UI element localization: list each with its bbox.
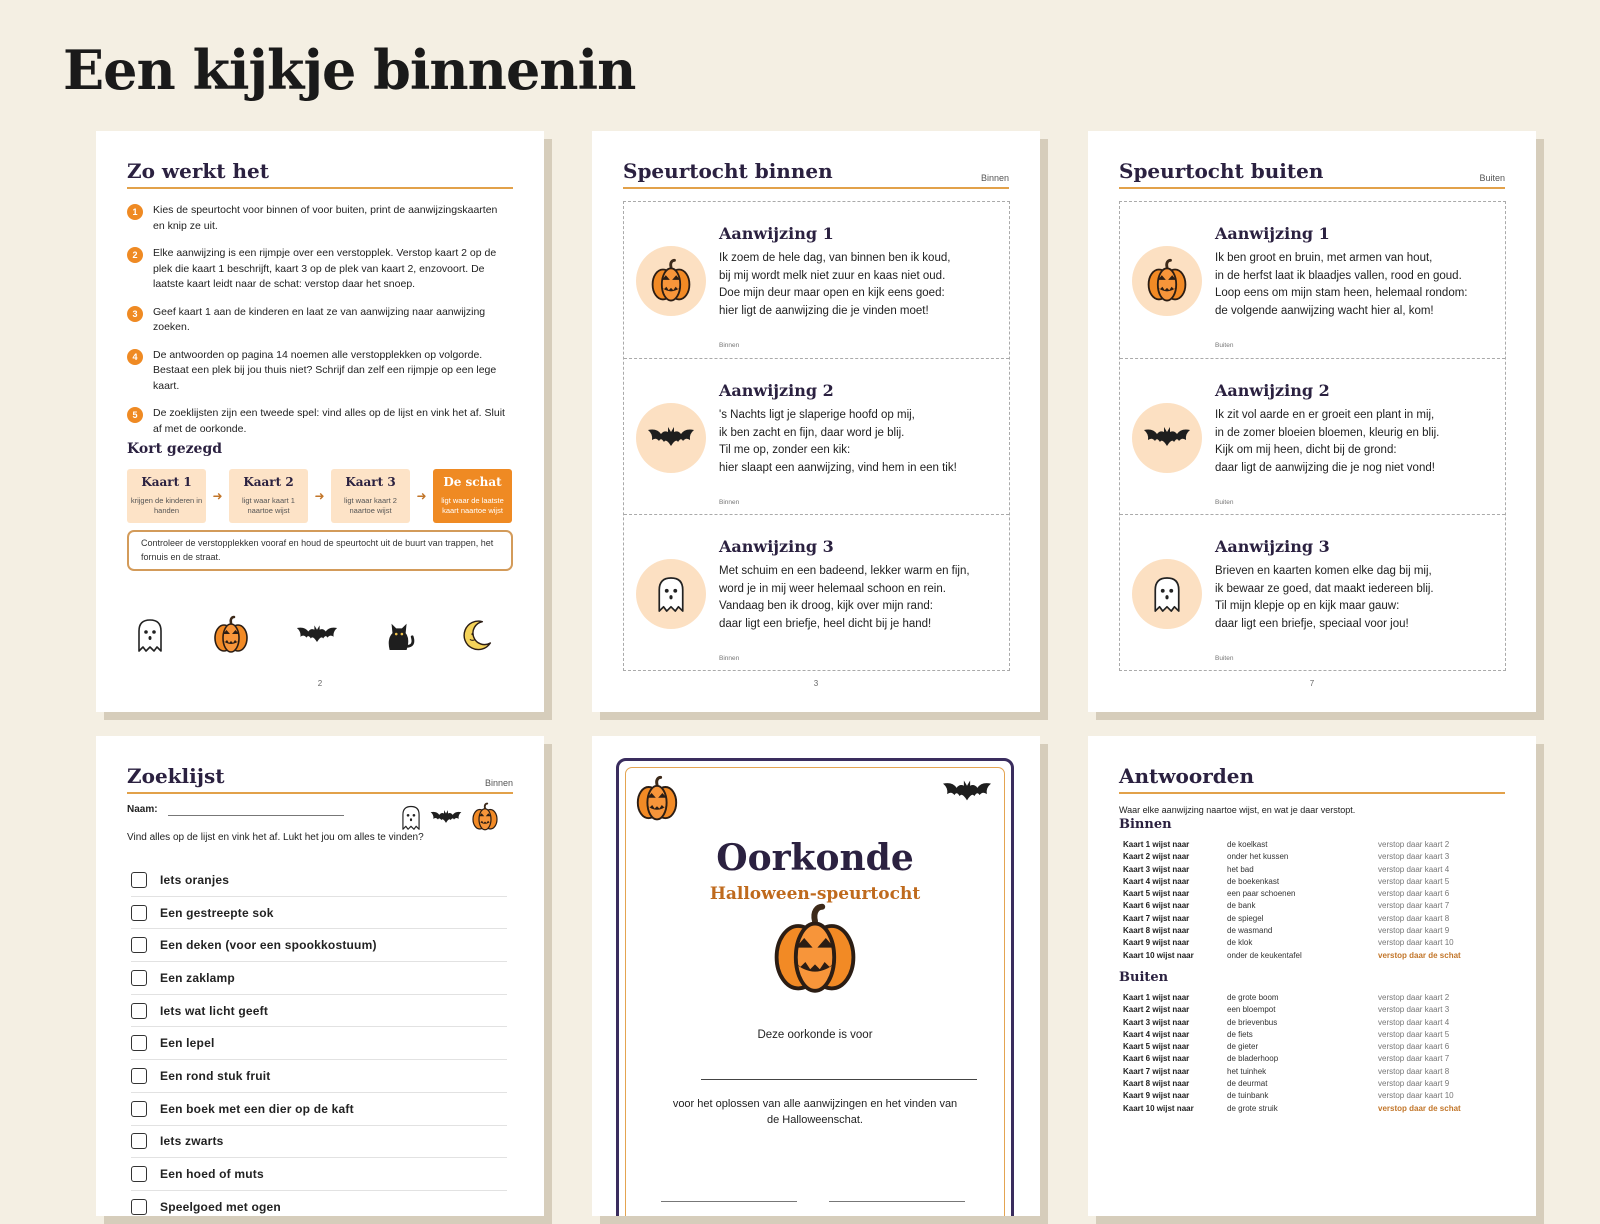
checklist-item-label: Een gestreepte sok	[160, 905, 274, 920]
answer-location: de tuinbank	[1227, 1091, 1269, 1101]
cat-icon	[384, 617, 416, 653]
answer-card-label: Kaart 7 wijst naar	[1123, 1066, 1190, 1076]
clue-card	[1120, 514, 1505, 671]
checklist-item-label: Een zaklamp	[160, 970, 235, 985]
page-tag: Buiten	[1479, 173, 1505, 183]
answer-row	[1123, 913, 1483, 925]
answer-hide-instruction: verstop daar kaart 7	[1378, 1054, 1450, 1064]
page-number: 2	[317, 679, 323, 688]
page-title: Speurtocht binnen	[623, 159, 833, 183]
checklist-item-label: Een rond stuk fruit	[160, 1068, 271, 1083]
clue-card	[624, 202, 1009, 358]
name-label: Naam:	[127, 804, 158, 815]
clue-text	[719, 563, 1001, 633]
answer-row	[1123, 900, 1483, 912]
answer-hide-instruction: verstop daar kaart 7	[1378, 901, 1450, 911]
clue-line: Til mijn klepje op en kijk maar gauw:	[1215, 600, 1400, 612]
answer-hide-instruction: verstop daar kaart 3	[1378, 1005, 1450, 1015]
checkbox[interactable]	[131, 1035, 147, 1051]
clue-line: ik ben zacht en fijn, daar word je blij.	[719, 426, 905, 439]
answer-hide-instruction: verstop daar kaart 4	[1378, 1017, 1450, 1027]
page-certificate	[592, 736, 1040, 1216]
page-title: Speurtocht buiten	[1119, 159, 1324, 183]
page-number: 7	[1309, 679, 1315, 688]
answer-location: de fiets	[1227, 1029, 1253, 1039]
answer-row	[1123, 1090, 1483, 1102]
page-outdoor-hunt	[1088, 131, 1536, 712]
certificate-for-label: Deze oorkonde is voor	[757, 1029, 873, 1041]
ghost-icon	[655, 574, 687, 614]
answer-row	[1123, 1066, 1483, 1078]
answer-location: onder de keukentafel	[1227, 950, 1302, 960]
clue-title: Aanwijzing 1	[1215, 224, 1330, 243]
answers-intro: Waar elke aanwijzing naartoe wijst, en wat je daar verstopt.	[1119, 805, 1356, 815]
checklist-item	[131, 864, 507, 897]
clue-line: Met schuim en een badeend, lekker warm en fijn,	[719, 565, 970, 577]
ghost-icon	[135, 617, 165, 653]
answer-card-label: Kaart 9 wijst naar	[1123, 1091, 1190, 1101]
checkbox[interactable]	[131, 970, 147, 986]
answer-location: de boekenkast	[1227, 876, 1280, 886]
clue-line: in de zomer bloeien bloemen, kleurig en blij.	[1215, 426, 1440, 439]
recipient-line	[701, 1079, 977, 1080]
answer-location: de gieter	[1227, 1042, 1259, 1052]
checkbox[interactable]	[131, 1068, 147, 1084]
answer-row	[1123, 1029, 1483, 1041]
safety-note: Controleer de verstopplekken vooraf en houd de speurtocht uit de buurt van trappen, het fornuis en de straat.	[127, 530, 513, 571]
clue-line: Ik zit vol aarde en er groeit een plant in mij,	[1215, 409, 1435, 421]
page-how-it-works	[96, 131, 544, 712]
answer-row	[1123, 925, 1483, 937]
checklist-item-label: Iets oranjes	[160, 872, 230, 887]
checklist-item	[131, 1027, 507, 1060]
checklist-item-label: Een boek met een dier op de kaft	[160, 1101, 354, 1116]
clue-line: Doe mijn deur maar open en kijk eens goed:	[719, 287, 945, 299]
answer-location: de brievenbus	[1227, 1017, 1278, 1027]
clue-title: Aanwijzing 2	[1215, 381, 1330, 400]
checklist-item-label: Speelgoed met ogen	[160, 1199, 281, 1214]
answer-card-label: Kaart 6 wijst naar	[1123, 901, 1190, 911]
pumpkin-icon	[1144, 258, 1190, 304]
answer-hide-instruction: verstop daar kaart 2	[1378, 993, 1450, 1002]
step-number: 3	[127, 306, 143, 322]
page-title: Zoeklijst	[127, 764, 225, 788]
answer-hide-instruction: verstop daar kaart 3	[1378, 852, 1450, 862]
answer-location: de klok	[1227, 938, 1253, 948]
answer-row	[1123, 876, 1483, 888]
arrow-icon: ➜	[212, 489, 223, 503]
checklist-item-label: Iets wat licht geeft	[160, 1003, 269, 1018]
title-rule	[127, 187, 513, 189]
flow-box	[229, 469, 308, 523]
clue-card	[1120, 202, 1505, 358]
answer-card-label: Kaart 2 wijst naar	[1123, 1005, 1190, 1015]
checklist-item	[131, 1060, 507, 1093]
answer-card-label: Kaart 5 wijst naar	[1123, 1042, 1190, 1052]
answer-card-label: Kaart 10 wijst naar	[1123, 1103, 1194, 1113]
answer-location: het tuinhek	[1227, 1066, 1267, 1076]
card-tag: Buiten	[1215, 499, 1234, 506]
bat-icon	[296, 622, 338, 648]
step-number: 5	[127, 407, 143, 423]
flow-box-desc: ligt waar kaart 2 naartoe wijst	[344, 496, 397, 515]
clue-line: hier slaapt een aanwijzing, vind hem in een tik!	[719, 461, 957, 474]
icon-circle	[1132, 246, 1202, 316]
clue-line: ik bewaar ze goed, dat maakt iedereen blij.	[1215, 582, 1434, 595]
answer-location: het bad	[1227, 864, 1254, 874]
answer-card-label: Kaart 3 wijst naar	[1123, 1017, 1190, 1027]
page-indoor-hunt	[592, 131, 1040, 712]
answer-row	[1123, 950, 1483, 962]
answer-location: de bladerhoop	[1227, 1054, 1279, 1064]
answer-location: de koelkast	[1227, 840, 1268, 849]
moon-icon	[461, 616, 493, 654]
step	[127, 348, 507, 395]
answer-row	[1123, 1053, 1483, 1065]
answer-card-label: Kaart 7 wijst naar	[1123, 913, 1190, 923]
bat-icon	[647, 424, 695, 452]
icons-row	[135, 615, 493, 655]
checkbox[interactable]	[131, 872, 147, 888]
checkbox[interactable]	[131, 1101, 147, 1117]
clue-line: Til me op, zonder een kik:	[719, 444, 851, 456]
clue-line: daar ligt de aanwijzing die je nog niet vond!	[1215, 461, 1435, 474]
flow-box	[331, 469, 410, 523]
icon-circle	[1132, 559, 1202, 629]
answer-row	[1123, 1078, 1483, 1090]
checklist-item	[131, 1191, 507, 1216]
answer-hide-instruction: verstop daar kaart 2	[1378, 840, 1450, 849]
answer-row	[1123, 1103, 1483, 1115]
checklist-item	[131, 1093, 507, 1126]
clue-line: de volgende aanwijzing wacht hier al, kom!	[1215, 304, 1434, 317]
answer-hide-instruction: verstop daar kaart 6	[1378, 889, 1450, 899]
step	[127, 246, 507, 293]
answer-location: de grote struik	[1227, 1103, 1278, 1113]
page-answers	[1088, 736, 1536, 1216]
clue-text	[1215, 250, 1497, 320]
bat-icon	[1143, 424, 1191, 452]
answer-hide-instruction: verstop daar kaart 9	[1378, 926, 1450, 936]
clue-title: Aanwijzing 3	[1215, 537, 1330, 556]
answer-card-label: Kaart 8 wijst naar	[1123, 926, 1190, 936]
answer-row	[1123, 937, 1483, 949]
flow-box	[127, 469, 206, 523]
checklist-icons	[400, 802, 500, 832]
checklist-item-label: Een lepel	[160, 1036, 215, 1051]
checkbox[interactable]	[131, 937, 147, 953]
answer-hide-instruction: verstop daar kaart 8	[1378, 1066, 1450, 1076]
clue-line: bij mij wordt melk niet zuur en kaas niet oud.	[719, 269, 946, 282]
ghost-icon	[400, 804, 422, 831]
step-text: Geef kaart 1 aan de kinderen en laat ze van aanwijzing naar aanwijzing zoeken.	[153, 305, 486, 333]
clue-cards	[1119, 201, 1506, 671]
flow-box-desc: krijgen de kinderen in handen	[130, 496, 203, 515]
clue-line: Ik zoem de hele dag, van binnen ben ik koud,	[719, 252, 951, 264]
certificate-subtitle: Halloween-speurtocht	[709, 884, 921, 904]
answer-row	[1123, 1017, 1483, 1029]
step-text: Kies de speurtocht voor binnen of voor buiten, print de aanwijzingskaarten en knip ze uit.	[153, 204, 498, 232]
checklist-item-label: Een hoed of muts	[160, 1167, 264, 1182]
card-tag: Binnen	[719, 499, 740, 506]
certificate-title: Oorkonde	[716, 837, 914, 879]
icon-circle	[636, 403, 706, 473]
flow-box-desc: ligt waar kaart 1 naartoe wijst	[242, 496, 295, 515]
clue-cards	[623, 201, 1010, 671]
page-tag: Binnen	[980, 173, 1009, 183]
checklist-item	[131, 995, 507, 1028]
name-line	[168, 815, 344, 816]
page-checklist	[96, 736, 544, 1216]
title-rule	[623, 187, 1009, 189]
step	[127, 203, 507, 234]
icon-circle	[1132, 403, 1202, 473]
answer-hide-instruction: verstop daar kaart 5	[1378, 876, 1450, 886]
clue-text	[719, 250, 1001, 320]
answer-hide-instruction: verstop daar de schat	[1378, 1103, 1461, 1113]
bat-icon	[430, 808, 462, 827]
clue-line: Brieven en kaarten komen elke dag bij mij,	[1215, 565, 1432, 577]
card-tag: Buiten	[1215, 655, 1234, 662]
flow-box-title: Kaart 1	[141, 475, 192, 489]
page-title: Antwoorden	[1119, 764, 1254, 788]
answers-table	[1123, 992, 1483, 1115]
answer-row	[1123, 851, 1483, 863]
answer-row	[1123, 888, 1483, 900]
answer-card-label: Kaart 8 wijst naar	[1123, 1079, 1190, 1089]
step-text: De zoeklijsten zijn een tweede spel: vind alles op de lijst en vink het af. Sluit af met de oorkonde.	[153, 407, 505, 435]
checklist-item	[131, 929, 507, 962]
flow-diagram	[127, 469, 513, 523]
answer-hide-instruction: verstop daar kaart 8	[1378, 913, 1450, 923]
step-number: 2	[127, 247, 143, 263]
checkbox[interactable]	[131, 1133, 147, 1149]
icon-circle	[636, 559, 706, 629]
bat-icon	[942, 777, 992, 807]
answer-card-label: Kaart 1 wijst naar	[1123, 840, 1190, 849]
answers-table	[1123, 839, 1483, 962]
checklist-item	[131, 962, 507, 995]
checkbox[interactable]	[131, 1166, 147, 1182]
step-number: 4	[127, 349, 143, 365]
clue-line: Loop eens om mijn stam heen, helemaal rondom:	[1215, 287, 1468, 299]
answer-hide-instruction: verstop daar kaart 6	[1378, 1042, 1450, 1052]
answer-card-label: Kaart 5 wijst naar	[1123, 889, 1190, 899]
clue-line: 's Nachts ligt je slaperige hoofd op mij,	[719, 409, 915, 421]
clue-line: Kijk om mij heen, dicht bij de grond:	[1215, 444, 1397, 456]
clue-line: word je in mij weer helemaal schoon en rein.	[719, 582, 946, 595]
checklist	[131, 864, 507, 1216]
clue-card	[624, 358, 1009, 515]
title-rule	[1119, 792, 1505, 794]
clue-card	[624, 514, 1009, 671]
checkbox[interactable]	[131, 1003, 147, 1019]
answer-hide-instruction: verstop daar kaart 10	[1378, 938, 1454, 948]
answer-card-label: Kaart 4 wijst naar	[1123, 876, 1190, 886]
clue-line: daar ligt een briefje, heel dicht bij je hand!	[719, 617, 932, 630]
flow-box-treasure	[433, 469, 512, 523]
card-tag: Binnen	[719, 655, 740, 662]
answer-location: de grote boom	[1227, 993, 1279, 1002]
clue-card	[1120, 358, 1505, 515]
clue-title: Aanwijzing 3	[719, 537, 834, 556]
checklist-item-label: Een deken (voor een spookkostuum)	[160, 938, 377, 953]
pumpkin-icon	[470, 802, 500, 832]
ghost-icon	[1151, 574, 1183, 614]
pumpkin-icon	[648, 258, 694, 304]
flow-box-title: De schat	[443, 475, 502, 489]
step	[127, 305, 507, 336]
step	[127, 406, 507, 437]
answer-hide-instruction: verstop daar de schat	[1378, 950, 1461, 960]
clue-line: Ik ben groot en bruin, met armen van hout,	[1215, 252, 1433, 264]
clue-line: daar ligt een briefje, speciaal voor jou!	[1215, 617, 1409, 630]
answer-hide-instruction: verstop daar kaart 4	[1378, 864, 1450, 874]
answer-location: de bank	[1227, 901, 1256, 911]
answer-location: de spiegel	[1227, 913, 1264, 923]
date-line	[829, 1201, 965, 1202]
clue-line: Vandaag ben ik droog, kijk over mijn rand:	[719, 600, 933, 612]
answer-location: een bloempot	[1227, 1005, 1276, 1015]
arrow-icon: ➜	[416, 489, 427, 503]
signature-line	[661, 1201, 797, 1202]
main-title: Een kijkje binnenin	[63, 38, 636, 102]
checkbox[interactable]	[131, 1199, 147, 1215]
pumpkin-icon	[767, 902, 863, 998]
flow-box-title: Kaart 3	[345, 475, 396, 489]
clue-text	[1215, 407, 1497, 477]
answer-card-label: Kaart 10 wijst naar	[1123, 950, 1194, 960]
pumpkin-icon	[633, 775, 681, 823]
clue-line: in de herfst laat ik blaadjes vallen, rood en goud.	[1215, 269, 1462, 282]
icon-circle	[636, 246, 706, 316]
page-number: 3	[813, 679, 819, 688]
certificate-frame	[616, 758, 1014, 1216]
answer-location: een paar schoenen	[1227, 889, 1296, 899]
answer-row	[1123, 1004, 1483, 1016]
section-heading: Buiten	[1119, 970, 1169, 985]
clue-title: Aanwijzing 1	[719, 224, 834, 243]
clue-title: Aanwijzing 2	[719, 381, 834, 400]
answer-hide-instruction: verstop daar kaart 10	[1378, 1091, 1454, 1101]
answer-hide-instruction: verstop daar kaart 9	[1378, 1079, 1450, 1089]
answer-card-label: Kaart 2 wijst naar	[1123, 852, 1190, 862]
flow-box-title: Kaart 2	[243, 475, 294, 489]
step-text: De antwoorden op pagina 14 noemen alle verstopplekken op volgorde. Bestaat een plek bij jou thuis niet? Schrijf dan zelf een rijmpje op een lege kaart.	[153, 348, 497, 392]
flow-box-desc: ligt waar de laatste kaart naartoe wijst	[441, 496, 504, 515]
summary-title: Kort gezegd	[127, 441, 223, 457]
answer-location: onder het kussen	[1227, 852, 1289, 862]
answer-row	[1123, 992, 1483, 1004]
answer-card-label: Kaart 9 wijst naar	[1123, 938, 1190, 948]
clue-line: hier ligt de aanwijzing die je vinden moet!	[719, 304, 929, 317]
arrow-icon: ➜	[314, 489, 325, 503]
section-heading: Binnen	[1119, 817, 1172, 832]
checkbox[interactable]	[131, 905, 147, 921]
clue-text	[1215, 563, 1497, 633]
answer-row	[1123, 864, 1483, 876]
answer-location: de deurmat	[1227, 1079, 1268, 1089]
steps-list	[127, 203, 507, 449]
title-rule	[127, 792, 513, 794]
checklist-item	[131, 1158, 507, 1191]
pumpkin-icon	[211, 615, 251, 655]
answer-row	[1123, 839, 1483, 851]
step-number: 1	[127, 204, 143, 220]
title-rule	[1119, 187, 1505, 189]
answer-row	[1123, 1041, 1483, 1053]
certificate-description: voor het oplossen van alle aanwijzingen en het vinden van de Halloweenschat.	[672, 1098, 958, 1126]
card-tag: Binnen	[719, 342, 740, 349]
answer-card-label: Kaart 1 wijst naar	[1123, 993, 1190, 1002]
card-tag: Buiten	[1215, 342, 1234, 349]
answer-location: de wasmand	[1227, 926, 1273, 936]
checklist-intro: Vind alles op de lijst en vink het af. Lukt het jou om alles te vinden?	[127, 832, 424, 843]
answer-card-label: Kaart 4 wijst naar	[1123, 1029, 1190, 1039]
checklist-item	[131, 897, 507, 930]
checklist-item	[131, 1126, 507, 1159]
answer-hide-instruction: verstop daar kaart 5	[1378, 1029, 1450, 1039]
clue-text	[719, 407, 1001, 477]
answer-card-label: Kaart 3 wijst naar	[1123, 864, 1190, 874]
checklist-item-label: Iets zwarts	[160, 1134, 224, 1149]
page-title: Zo werkt het	[127, 159, 269, 183]
page-tag: Binnen	[484, 778, 513, 788]
answer-card-label: Kaart 6 wijst naar	[1123, 1054, 1190, 1064]
step-text: Elke aanwijzing is een rijmpje over een verstopplek. Verstop kaart 2 op de plek die kaart 1 beschrijft, kaart 3 op de plek van kaart 2, enzovoort. De laatste kaart leidt naar de schat: verstop daar het snoep.	[153, 247, 497, 290]
